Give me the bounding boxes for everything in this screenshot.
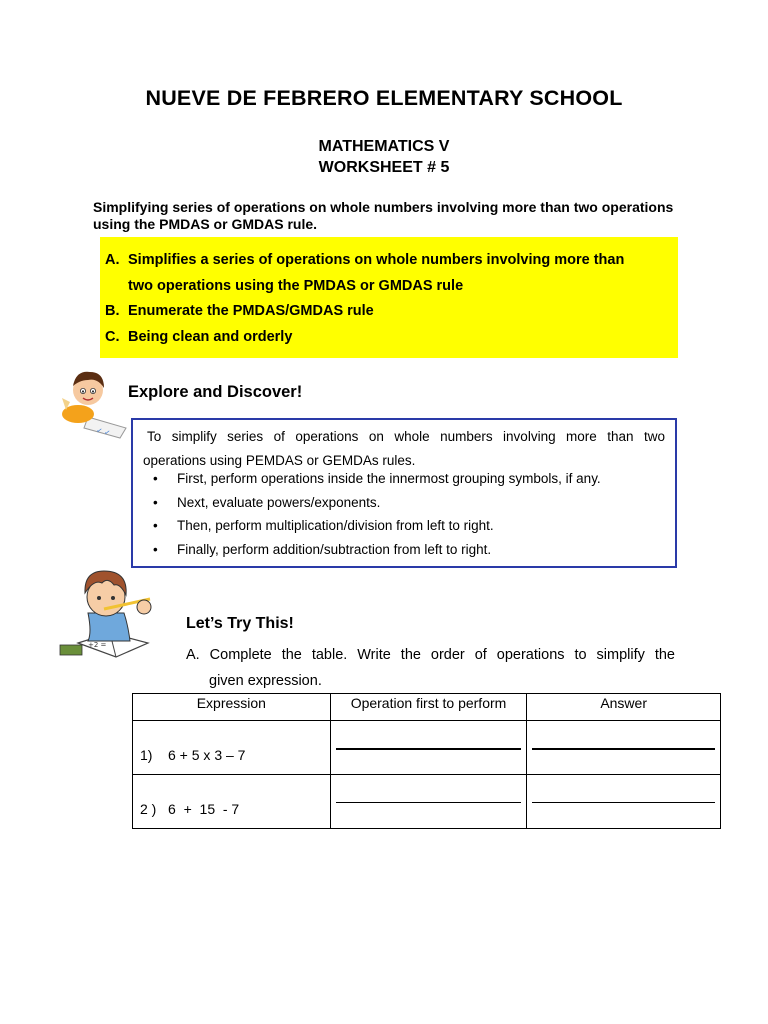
expression-cell [133,775,331,829]
objective-letter: A. [105,252,120,268]
answer-cell[interactable] [527,721,721,775]
rule-text: First, perform operations inside the innermost grouping symbols, if any. [177,471,601,486]
worksheet-number: WORKSHEET # 5 [318,159,450,176]
boy-hand [137,600,151,614]
rule-text: Next, evaluate powers/exponents. [177,495,381,510]
expression-text: 1) 6 + 5 x 3 – 7 [140,747,246,763]
pupil-right [92,390,94,392]
objective-a-continued: two operations using the PMDAS or GMDAS rule [128,278,464,294]
answer-blank-line[interactable] [532,802,715,803]
instruction-line-1: A. Complete the table. Write the order of operations to simplify the [186,647,675,663]
expression-cell [133,721,331,775]
operation-answer-cell[interactable] [330,721,527,775]
objective-text: Being clean and orderly [128,329,293,345]
rules-box [131,418,677,568]
rules-intro-line-2: operations using PEMDAS or GEMDAs rules. [143,452,416,468]
operations-table [132,693,721,829]
subject-title: MATHEMATICS V [318,138,450,155]
child-reading-illustration [58,362,130,440]
answer-cell[interactable] [527,775,721,829]
objective-letter: B. [105,303,120,319]
objective-text: Simplifies a series of operations on whole numbers involving more than [128,252,625,268]
answer-blank-line[interactable] [532,748,715,750]
bullet-icon: • [153,471,158,486]
objective-c [105,329,292,345]
school-name: NUEVE DE FEBRERO ELEMENTARY SCHOOL [145,86,623,110]
boy-shirt [88,613,130,641]
table-row [133,721,721,775]
bullet-icon: • [153,495,158,510]
operation-answer-cell[interactable] [330,775,527,829]
rule-item [153,542,491,557]
stacked-books [60,645,82,655]
explore-title: Explore and Discover! [128,383,303,401]
answer-blank-line[interactable] [336,748,522,750]
rule-text: Then, perform multiplication/division from left to right. [177,518,494,533]
book-scribble: +2 = [88,641,107,649]
rule-item [153,518,494,533]
table-row [133,775,721,829]
header-expression: Expression [133,694,331,721]
answer-blank-line[interactable] [336,802,522,803]
rules-intro [143,425,665,472]
rule-item [153,495,380,510]
instruction [186,642,675,694]
rule-text: Finally, perform addition/subtraction from left to right. [177,542,492,557]
table-header-row [133,694,721,721]
rules-intro-line-1: To simplify series of operations on whole numbers involving more than two [147,429,665,444]
objectives-box [100,237,678,358]
try-this-title: Let’s Try This! [186,615,294,632]
instruction-line-2: given expression. [209,673,322,689]
objective-a [105,252,624,268]
eye-left [97,596,101,600]
bullet-icon: • [153,518,158,533]
bullet-icon: • [153,542,158,557]
eye-right [111,596,115,600]
objective-text: Enumerate the PMDAS/GMDAS rule [128,303,374,319]
pupil-left [82,390,84,392]
objective-b [105,303,374,319]
worksheet-heading [0,136,768,178]
expression-text: 2 ) 6 + 15 - 7 [140,801,240,817]
paper-scribble: ✓ ✓ [95,426,112,438]
header-operation: Operation first to perform [330,694,527,721]
boy-thinking-illustration [58,563,162,663]
lesson-topic: Simplifying series of operations on whole numbers involving more than two operations using the PMDAS or GMDAS rule. [93,199,674,232]
rule-item [153,471,601,486]
header-answer: Answer [527,694,721,721]
objective-letter: C. [105,329,120,345]
